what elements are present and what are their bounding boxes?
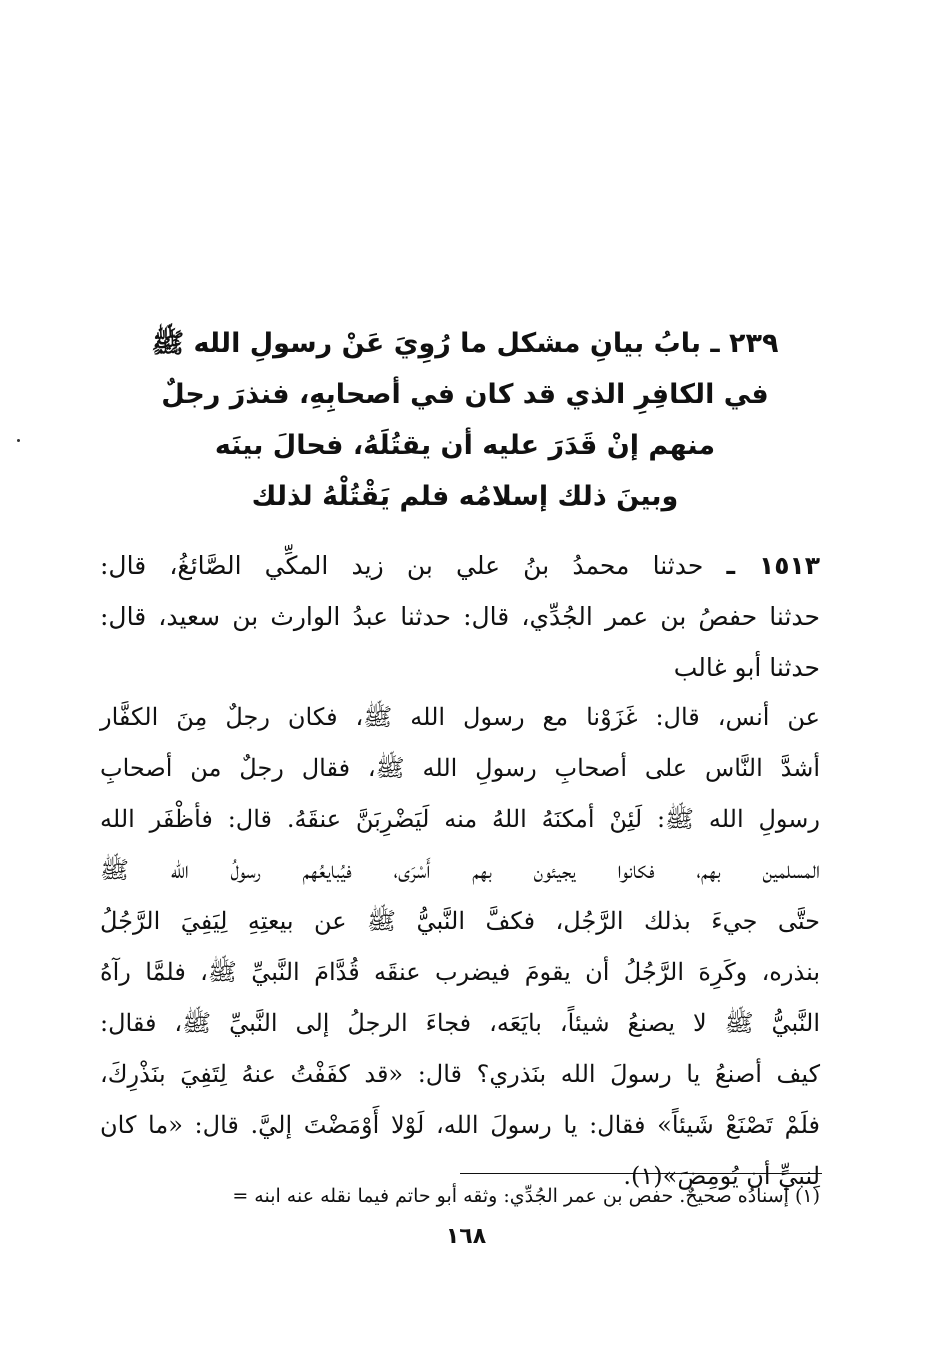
hadith-number: ١٥١٣ ـ	[726, 551, 821, 580]
chapter-heading-line: منهم إنْ قَدَرَ عليه أن يقتُلَهُ، فحالَ بينَه	[214, 430, 716, 461]
matn-line: رسولِ الله ﷺ: لَئِنْ أمكنَهُ اللهُ منه لَيَضْرِبَنَّ عنقَهُ. قال: فأظْفَر الله	[100, 805, 820, 833]
page-number: ١٦٨	[445, 1224, 487, 1249]
isnad-text: حدثنا محمدُ بنُ علي بن زيد المكِّي الصَّائغُ، قال:	[100, 551, 704, 580]
chapter-heading-line: في الكافِرِ الذي قد كان في أصحابِهِ، فنذرَ رجلٌ	[161, 379, 769, 410]
chapter-heading-line: ٢٣٩ ـ بابُ بيانِ مشكل ما رُوِيَ عَنْ رسولِ الله ﷺ	[151, 328, 779, 359]
hadith-isnad	[100, 540, 820, 693]
matn-line: النَّبيُّ ﷺ لا يصنعُ شيئاً، بايَعَه، فجاءَ الرجلُ إلى النَّبيِّ ﷺ، فقال:	[100, 1009, 820, 1037]
hadith-matn	[100, 692, 820, 1202]
chapter-heading-line: وبينَ ذلك إسلامُه فلم يَقْتُلْهُ لذلك	[251, 481, 679, 512]
isnad-line: حدثنا أبو غالب	[673, 653, 820, 682]
scan-speck	[17, 439, 20, 442]
matn-line: حتَّى جيءَ بذلك الرَّجُل، فكفَّ النَّبيُّ ﷺ عن بيعتِهِ لِيَفِيَ الرَّجُلُ	[100, 907, 820, 935]
isnad-line: حدثنا حفصُ بن عمر الجُدِّي، قال: حدثنا عبدُ الوارث بن سعيد، قال:	[100, 602, 820, 631]
matn-line: أشدَّ النَّاس على أصحابِ رسولِ الله ﷺ، فقال رجلٌ من أصحابِ	[100, 754, 820, 782]
footnote-separator	[460, 1173, 822, 1174]
matn-line: لِنبيٍّ أن يُومِضَ»(١).	[623, 1162, 820, 1190]
matn-line: بنذره، وكَرِهَ الرَّجُلُ أن يقومَ فيضرب عنقَه قُدَّامَ النَّبيِّ ﷺ، فلمَّا رآهُ	[100, 958, 820, 986]
footnote: (١) إسنادُه صحيحٌ. حفص بن عمر الجُدِّي: وثقه أبو حاتم فيما نقله عنه ابنه =	[232, 1185, 820, 1207]
matn-line: المسلمين بهم، فكانوا يجيئون بهم أَسْرَى، فيُبايعُهم رسولُ الله ﷺ	[100, 856, 820, 884]
matn-line: فلَمْ تَصْنَعْ شَيئاً» فقال: يا رسولَ الله، لَوْلا أَوْمَضْتَ إليَّ. قال: «ما كان	[100, 1111, 820, 1139]
chapter-heading	[150, 318, 780, 522]
matn-line: كيف أصنعُ يا رسولَ الله بنَذري؟ قال: «قد كفَفْتُ عنهُ لِتَفِيَ بنَذْرِكَ،	[100, 1060, 820, 1088]
matn-line: عن أنس، قال: غَزَوْنا مع رسول الله ﷺ، فكان رجلٌ مِنَ الكفَّار	[100, 703, 820, 731]
isnad-line	[100, 540, 820, 591]
